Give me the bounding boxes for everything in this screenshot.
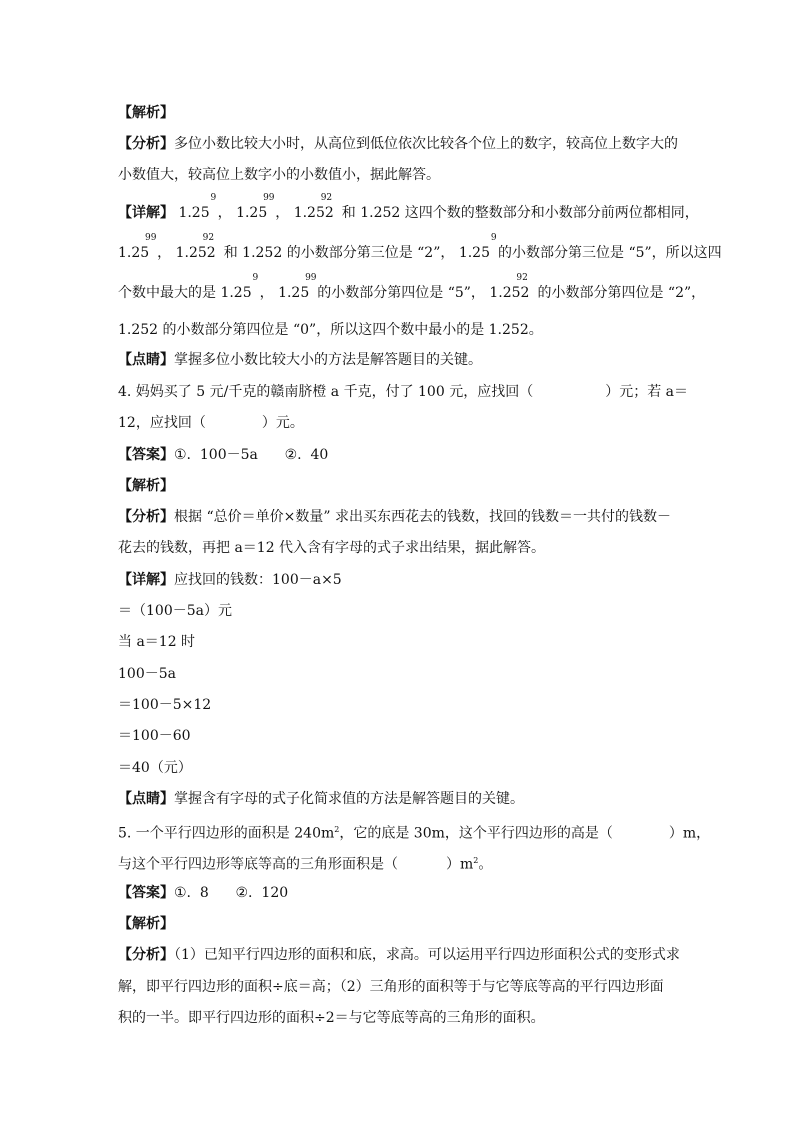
q3-xiangjie-line-4: 1.252 的小数部分第四位是 “0”，所以这四个数中最小的是 1.252。 bbox=[118, 322, 543, 338]
q3-xiangjie-line-1: 【详解】 1.25 9 ， 1.25 99 ， 1.252 92 和 1.252 这四个数的整数部分和小数部分前两位都相同， bbox=[118, 193, 699, 221]
q5-fenxi-line-2: 解，即平行四边形的面积÷底＝高；（2）三角形的面积等于与它等底等高的平行四边形面 bbox=[118, 979, 664, 995]
q3-dianjing-tag: 【点睛】 bbox=[118, 352, 174, 368]
superscript-2: 2 bbox=[473, 856, 479, 865]
q4-fenxi-line-1 bbox=[118, 507, 671, 527]
q3-xiangjie-text-2: 和 1.252 的小数部分第三位是 “2”， bbox=[223, 245, 455, 261]
q3-jiexi-heading: 【解析】 bbox=[118, 105, 174, 121]
q5-fenxi-line-3: 积的一半。即平行四边形的面积÷2＝与它等底等高的三角形的面积。 bbox=[118, 1010, 545, 1026]
q4-answer-text: ①. 100－5a ②. 40 bbox=[174, 447, 329, 463]
q3-fenxi-tag: 【分析】 bbox=[118, 136, 174, 152]
repeating-decimal: 1.25 99 bbox=[118, 233, 157, 261]
repeating-decimal: 1.252 92 bbox=[293, 193, 334, 221]
q4-step: 当 a＝12 时 bbox=[118, 634, 196, 650]
q5-answer-line bbox=[118, 883, 288, 903]
q4-dianjing-line bbox=[118, 789, 524, 809]
q3-dianjing-line bbox=[118, 350, 482, 370]
q4-fenxi-text-1: 根据 “总价＝单价×数量” 求出买东西花去的钱数，找回的钱数＝一共付的钱数－ bbox=[174, 509, 671, 525]
q4-xiangjie-tag: 【详解】 bbox=[118, 572, 174, 588]
repeating-decimal: 1.25 99 bbox=[236, 193, 275, 221]
q4-step: ＝（100－5a）元 bbox=[118, 603, 232, 619]
q3-fenxi-line-1 bbox=[118, 134, 678, 154]
q3-xiangjie-text-3: 的小数部分第三位是 “5”，所以这四 bbox=[498, 245, 722, 261]
q4-stem-line-2: 12，应找回（ ）元。 bbox=[118, 415, 304, 431]
q4-stem-line-1: 4. 妈妈买了 5 元/千克的赣南脐橙 a 千克，付了 100 元，应找回（ ）元；若 a＝ bbox=[118, 384, 688, 400]
q3-xiangjie-line-2: 1.25 99 ， 1.252 92 和 1.252 的小数部分第三位是 “2”， 1.25 9 的小数部分第三位是 “5”，所以这四 bbox=[118, 233, 722, 261]
q3-fenxi-line-2: 小数值大，较高位上数字小的小数值小，据此解答。 bbox=[118, 167, 440, 183]
q4-step: ＝100－60 bbox=[118, 728, 191, 744]
q5-stem-line-1: 5. 一个平行四边形的面积是 $240m^2$，它的底是 30m，这个平行四边形的高是（ ）m， bbox=[118, 825, 711, 842]
q4-xiangjie-line bbox=[118, 570, 342, 590]
q4-answer-line bbox=[118, 445, 328, 465]
q4-step: 100－5a bbox=[118, 666, 176, 682]
q4-dianjing-tag: 【点睛】 bbox=[118, 791, 174, 807]
q5-fenxi-line-1 bbox=[118, 945, 680, 965]
q4-dianjing-text: 掌握含有字母的式子化简求值的方法是解答题目的关键。 bbox=[174, 791, 524, 807]
repeating-decimal: 1.25 9 bbox=[178, 193, 217, 221]
q4-step: ＝40（元） bbox=[118, 760, 192, 776]
q5-answer-text: ①. 8 ②. 120 bbox=[174, 885, 289, 901]
q5-jiexi-heading: 【解析】 bbox=[118, 916, 174, 932]
q4-step: ＝100－5×12 bbox=[118, 697, 212, 713]
q4-fenxi-tag: 【分析】 bbox=[118, 509, 174, 525]
repeating-decimal: 1.25 9 bbox=[220, 273, 259, 301]
q3-xiangjie-line-3: 个数中最大的是 1.25 9 ， 1.25 99 的小数部分第四位是 “5”， 1.252 92 的小数部分第四位是 “2”， bbox=[118, 273, 706, 301]
q4-step: 应找回的钱数：100－a×5 bbox=[174, 572, 342, 588]
q4-fenxi-line-2: 花去的钱数，再把 a＝12 代入含有字母的式子求出结果，据此解答。 bbox=[118, 540, 546, 556]
q5-answer-tag: 【答案】 bbox=[118, 885, 174, 901]
q3-xiangjie-tag: 【详解】 bbox=[118, 205, 174, 221]
q5-fenxi-tag: 【分析】 bbox=[118, 947, 174, 963]
repeating-decimal: 1.252 92 bbox=[489, 273, 530, 301]
superscript-2: 2 bbox=[334, 825, 340, 834]
q4-answer-tag: 【答案】 bbox=[118, 447, 174, 463]
q3-fenxi-text-1: 多位小数比较大小时，从高位到低位依次比较各个位上的数字，较高位上数字大的 bbox=[174, 136, 678, 152]
repeating-decimal: 1.25 9 bbox=[458, 233, 497, 261]
repeating-decimal: 1.252 92 bbox=[175, 233, 216, 261]
q5-stem-line-2: 与这个平行四边形等底等高的三角形面积是（ ）$m^2$。 bbox=[118, 856, 493, 873]
q3-xiangjie-text-1: 和 1.252 这四个数的整数部分和小数部分前两位都相同， bbox=[341, 205, 699, 221]
q5-fenxi-text-1: （1）已知平行四边形的面积和底，求高。可以运用平行四边形面积公式的变形式求 bbox=[174, 947, 680, 963]
q3-xiangjie-text-4: 的小数部分第四位是 “5”， bbox=[317, 285, 485, 301]
q3-xiangjie-text-5: 的小数部分第四位是 “2”， bbox=[537, 285, 706, 301]
repeating-decimal: 1.25 99 bbox=[278, 273, 317, 301]
q4-jiexi-heading: 【解析】 bbox=[118, 478, 174, 494]
q3-dianjing-text: 掌握多位小数比较大小的方法是解答题目的关键。 bbox=[174, 352, 482, 368]
